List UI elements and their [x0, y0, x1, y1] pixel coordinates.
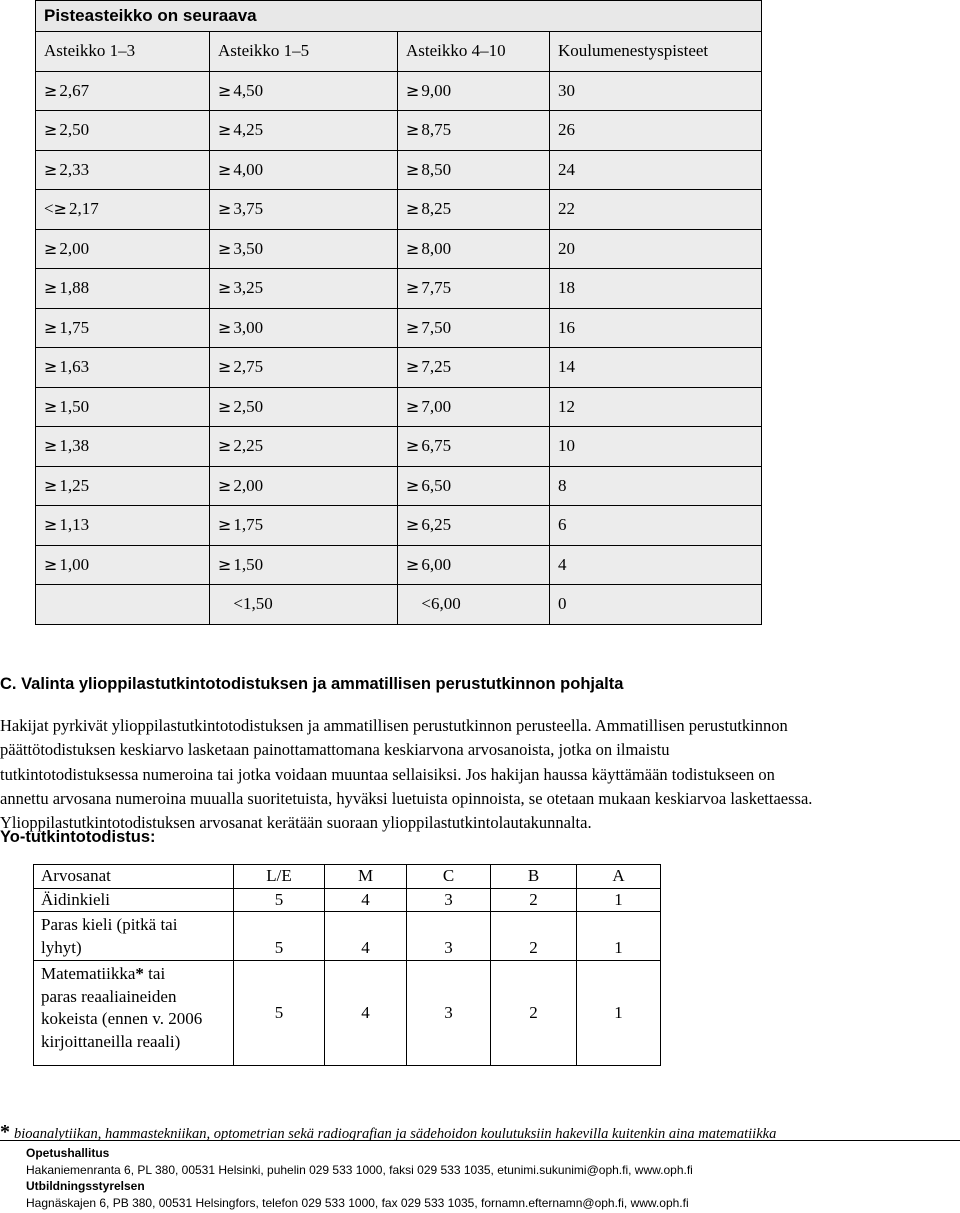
score-cell	[398, 111, 550, 151]
score-cell	[398, 269, 550, 309]
column-header: M	[325, 865, 407, 889]
score-value: 2,67	[59, 80, 90, 100]
greater-or-equal-icon: ≥	[218, 554, 232, 574]
score-cell	[36, 348, 210, 388]
score-value: 9,00	[421, 80, 452, 100]
score-cell	[398, 308, 550, 348]
score-value: 4,25	[233, 120, 264, 140]
score-value: 1,63	[59, 357, 90, 377]
greater-or-equal-icon: ≥	[406, 317, 420, 337]
score-value: 1,38	[59, 436, 90, 456]
score-cell	[36, 466, 210, 506]
score-cell	[550, 545, 762, 585]
greater-or-equal-icon: ≥	[218, 475, 232, 495]
greater-or-equal-icon: ≥	[406, 199, 420, 219]
column-header: A	[577, 865, 661, 889]
grade-cell: 5	[234, 888, 325, 912]
score-cell	[398, 229, 550, 269]
greater-or-equal-icon: ≥	[406, 80, 420, 100]
greater-or-equal-icon: ≥	[44, 159, 58, 179]
score-cell	[550, 269, 762, 309]
score-value: 1,75	[233, 515, 264, 535]
score-cell	[210, 111, 398, 151]
score-value: 24	[558, 159, 575, 179]
grade-cell: 4	[325, 912, 407, 961]
score-value: 7,75	[421, 278, 452, 298]
greater-or-equal-icon: ≥	[218, 159, 232, 179]
grade-cell: 3	[407, 888, 491, 912]
score-cell	[550, 466, 762, 506]
footnote-asterisk: *	[0, 1121, 10, 1143]
section-body	[0, 714, 950, 835]
score-table-title-row	[36, 1, 762, 32]
column-header: Arvosanat	[34, 865, 234, 889]
score-cell	[36, 506, 210, 546]
row-label: Äidinkieli	[34, 888, 234, 912]
score-cell	[398, 466, 550, 506]
score-cell	[210, 190, 398, 230]
score-value: 10	[558, 436, 575, 456]
greater-or-equal-icon: ≥	[406, 120, 420, 140]
score-value: 0	[558, 594, 567, 614]
grade-row-aidinkieli	[34, 888, 661, 912]
score-table-row	[36, 585, 762, 625]
score-value: 3,75	[233, 199, 264, 219]
score-value: 14	[558, 357, 575, 377]
score-value: 2,00	[233, 475, 264, 495]
score-cell	[210, 545, 398, 585]
greater-or-equal-icon: ≥	[44, 515, 58, 535]
score-value: 4,00	[233, 159, 264, 179]
greater-or-equal-icon: ≥	[218, 278, 232, 298]
grade-cell: 2	[491, 961, 577, 1066]
score-cell	[550, 71, 762, 111]
score-value: 1,13	[59, 515, 90, 535]
footer-org-sv: Utbildningsstyrelsen	[26, 1179, 145, 1193]
score-cell	[36, 545, 210, 585]
body-line: tutkintotodistuksessa numeroina tai jotka voidaan muuntaa sellaisiksi. Jos hakijan haussa käyttämään todistukseen on	[0, 764, 775, 784]
score-cell	[550, 348, 762, 388]
score-value: 8,00	[421, 238, 452, 258]
greater-or-equal-icon: ≥	[406, 515, 420, 535]
row-label: Paras kieli (pitkä tai lyhyt)	[34, 912, 234, 961]
less-than-sign: <	[44, 199, 54, 219]
greater-or-equal-icon: ≥	[44, 120, 58, 140]
score-value: 26	[558, 120, 575, 140]
score-table-row	[36, 506, 762, 546]
score-value: 2,33	[59, 159, 90, 179]
score-cell	[550, 308, 762, 348]
score-table-row	[36, 387, 762, 427]
score-cell	[550, 111, 762, 151]
greater-or-equal-icon: ≥	[218, 317, 232, 337]
grade-cell: 2	[491, 888, 577, 912]
score-value: 3,25	[233, 278, 264, 298]
score-table-row	[36, 150, 762, 190]
score-cell	[36, 308, 210, 348]
score-table-row	[36, 427, 762, 467]
score-value: 2,75	[233, 357, 264, 377]
greater-or-equal-icon: ≥	[406, 554, 420, 574]
score-cell	[398, 190, 550, 230]
greater-or-equal-icon: ≥	[406, 159, 420, 179]
score-value: 3,00	[233, 317, 264, 337]
score-value: 22	[558, 199, 575, 219]
score-table-row	[36, 269, 762, 309]
footnote-text: bioanalytiikan, hammastekniikan, optometrian sekä radiografian ja sädehoidon koulutuksiin hakevilla kuitenkin aina matematiikka	[14, 1126, 777, 1142]
score-value: 1,50	[233, 554, 264, 574]
body-line: päättötodistuksen keskiarvo lasketaan painottamattomana keskiarvona arvosanoista, jotka on ilmaistu	[0, 740, 670, 760]
score-cell	[36, 269, 210, 309]
grade-cell: 5	[234, 912, 325, 961]
body-line: Hakijat pyrkivät ylioppilastutkintotodistuksen ja ammatillisen perustutkinnon perusteella. Ammatillisen perustutkinnon	[0, 716, 788, 735]
greater-or-equal-icon: ≥	[406, 357, 420, 377]
score-cell	[36, 111, 210, 151]
score-cell	[550, 229, 762, 269]
footer-org-fi: Opetushallitus	[26, 1146, 110, 1160]
greater-or-equal-icon: ≥	[44, 80, 58, 100]
greater-or-equal-icon: ≥	[406, 475, 420, 495]
score-cell	[550, 387, 762, 427]
score-value: 1,75	[59, 317, 90, 337]
score-value: 18	[558, 278, 575, 298]
score-table-title: Pisteasteikko on seuraava	[36, 1, 762, 32]
score-value: 6	[558, 515, 567, 535]
score-cell	[36, 427, 210, 467]
score-cell	[36, 229, 210, 269]
score-cell	[36, 387, 210, 427]
section-heading: C. Valinta ylioppilastutkintotodistuksen ja ammatillisen perustutkinnon pohjalta	[0, 675, 624, 693]
asterisk-mark: *	[135, 964, 144, 983]
score-cell	[210, 427, 398, 467]
score-value: 3,50	[233, 238, 264, 258]
score-cell	[210, 585, 398, 625]
grade-cell: 4	[325, 888, 407, 912]
score-cell	[210, 150, 398, 190]
score-table-row	[36, 545, 762, 585]
score-cell	[210, 348, 398, 388]
score-cell	[36, 190, 210, 230]
score-value: 30	[558, 80, 575, 100]
score-cell	[36, 71, 210, 111]
score-cell	[398, 545, 550, 585]
score-value: 4	[558, 554, 567, 574]
row-label-main: Matematiikka	[41, 964, 136, 983]
score-value: 2,50	[233, 396, 264, 416]
score-cell	[550, 506, 762, 546]
score-cell	[210, 71, 398, 111]
score-cell	[210, 387, 398, 427]
score-table-row	[36, 308, 762, 348]
greater-or-equal-icon: ≥	[218, 80, 232, 100]
greater-or-equal-icon: ≥	[218, 238, 232, 258]
score-value: 12	[558, 396, 575, 416]
score-cell	[210, 229, 398, 269]
score-table-header-row	[36, 32, 762, 72]
score-value: 2,00	[59, 238, 90, 258]
score-value: 1,25	[59, 475, 90, 495]
greater-or-equal-icon: ≥	[53, 199, 67, 219]
footer-address-sv: Hagnäskajen 6, PB 380, 00531 Helsingfors, telefon 029 533 1000, fax 029 533 1035, fornamn.efternamn@oph.fi, www.oph.fi	[26, 1195, 689, 1210]
grade-row-matematiikka	[34, 961, 661, 1066]
greater-or-equal-icon: ≥	[44, 357, 58, 377]
score-value: 7,50	[421, 317, 452, 337]
footnote-divider	[0, 1140, 960, 1141]
score-table-row	[36, 348, 762, 388]
score-cell	[398, 427, 550, 467]
score-value: 1,50	[59, 396, 90, 416]
greater-or-equal-icon: ≥	[218, 357, 232, 377]
score-value: 1,00	[59, 554, 90, 574]
column-header: C	[407, 865, 491, 889]
greater-or-equal-icon: ≥	[406, 238, 420, 258]
grade-cell: 3	[407, 961, 491, 1066]
score-value: 2,50	[59, 120, 90, 140]
greater-or-equal-icon: ≥	[44, 554, 58, 574]
grade-cell: 3	[407, 912, 491, 961]
score-value: 2,17	[69, 199, 99, 219]
score-value: 6,00	[421, 554, 452, 574]
score-value: 20	[558, 238, 575, 258]
column-header: Asteikko 4–10	[398, 32, 550, 72]
score-value: 1,88	[59, 278, 90, 298]
score-value: 8	[558, 475, 567, 495]
score-cell	[550, 150, 762, 190]
score-table	[35, 0, 762, 625]
score-cell	[210, 308, 398, 348]
greater-or-equal-icon: ≥	[44, 436, 58, 456]
score-cell	[210, 269, 398, 309]
score-value: 6,25	[421, 515, 452, 535]
grade-table-header-row	[34, 865, 661, 889]
column-header: B	[491, 865, 577, 889]
score-cell	[398, 150, 550, 190]
grade-cell: 4	[325, 961, 407, 1066]
greater-or-equal-icon: ≥	[44, 278, 58, 298]
column-header: Koulumenestyspisteet	[550, 32, 762, 72]
score-cell	[550, 585, 762, 625]
score-table-row	[36, 466, 762, 506]
score-cell	[398, 348, 550, 388]
score-cell	[210, 506, 398, 546]
score-value: 2,25	[233, 436, 264, 456]
score-value: 6,75	[421, 436, 452, 456]
score-cell	[36, 150, 210, 190]
grade-cell: 2	[491, 912, 577, 961]
row-label-rest: tai paras reaaliaineiden kokeista (ennen v. 2006 kirjoittaneilla reaali)	[41, 964, 203, 1051]
score-cell	[398, 585, 550, 625]
grade-row-paras-kieli	[34, 912, 661, 961]
score-value: 8,25	[421, 199, 452, 219]
grade-cell: 1	[577, 888, 661, 912]
score-value: 4,50	[233, 80, 264, 100]
score-table-row	[36, 229, 762, 269]
greater-or-equal-icon: ≥	[44, 238, 58, 258]
body-line: annettu arvosana numeroina muualla suoritetuista, hyväksi luetuista opinnoista, se otetaan mukaan keskiarvoa laskettaessa.	[0, 788, 813, 808]
page-footer	[26, 1145, 956, 1211]
greater-or-equal-icon: ≥	[218, 515, 232, 535]
column-header: Asteikko 1–5	[210, 32, 398, 72]
column-header: L/E	[234, 865, 325, 889]
column-header: Asteikko 1–3	[36, 32, 210, 72]
greater-or-equal-icon: ≥	[406, 436, 420, 456]
greater-or-equal-icon: ≥	[406, 278, 420, 298]
greater-or-equal-icon: ≥	[218, 436, 232, 456]
greater-or-equal-icon: ≥	[218, 199, 232, 219]
grade-cell: 1	[577, 912, 661, 961]
grade-table	[33, 864, 661, 1066]
score-value: 8,75	[421, 120, 452, 140]
greater-or-equal-icon: ≥	[44, 475, 58, 495]
score-cell	[36, 585, 210, 625]
score-table-row	[36, 71, 762, 111]
score-cell	[398, 506, 550, 546]
greater-or-equal-icon: ≥	[406, 396, 420, 416]
score-cell	[398, 387, 550, 427]
yo-heading: Yo-tutkintotodistus:	[0, 828, 156, 846]
score-table-row	[36, 111, 762, 151]
score-cell	[550, 190, 762, 230]
score-table-body	[36, 71, 762, 624]
score-value: 7,00	[421, 396, 452, 416]
score-cell	[550, 427, 762, 467]
score-value: 16	[558, 317, 575, 337]
body-line: Ylioppilastutkintotodistuksen arvosanat kerätään suoraan ylioppilastutkintolautakunnalta.	[0, 813, 592, 833]
greater-or-equal-icon: ≥	[44, 317, 58, 337]
score-table-row	[36, 190, 762, 230]
score-cell	[210, 466, 398, 506]
greater-or-equal-icon: ≥	[218, 120, 232, 140]
grade-cell: 5	[234, 961, 325, 1066]
score-value: 8,50	[421, 159, 452, 179]
score-value: 6,50	[421, 475, 452, 495]
score-value: 7,25	[421, 357, 452, 377]
score-cell	[398, 71, 550, 111]
greater-or-equal-icon: ≥	[218, 396, 232, 416]
score-value: <1,50	[233, 594, 273, 614]
greater-or-equal-icon: ≥	[44, 396, 58, 416]
row-label	[34, 961, 234, 1066]
score-value: <6,00	[421, 594, 461, 614]
footer-address-fi: Hakaniemenranta 6, PL 380, 00531 Helsinki, puhelin 029 533 1000, faksi 029 533 1035, etunimi.sukunimi@oph.fi, www.oph.fi	[26, 1162, 693, 1177]
grade-cell: 1	[577, 961, 661, 1066]
